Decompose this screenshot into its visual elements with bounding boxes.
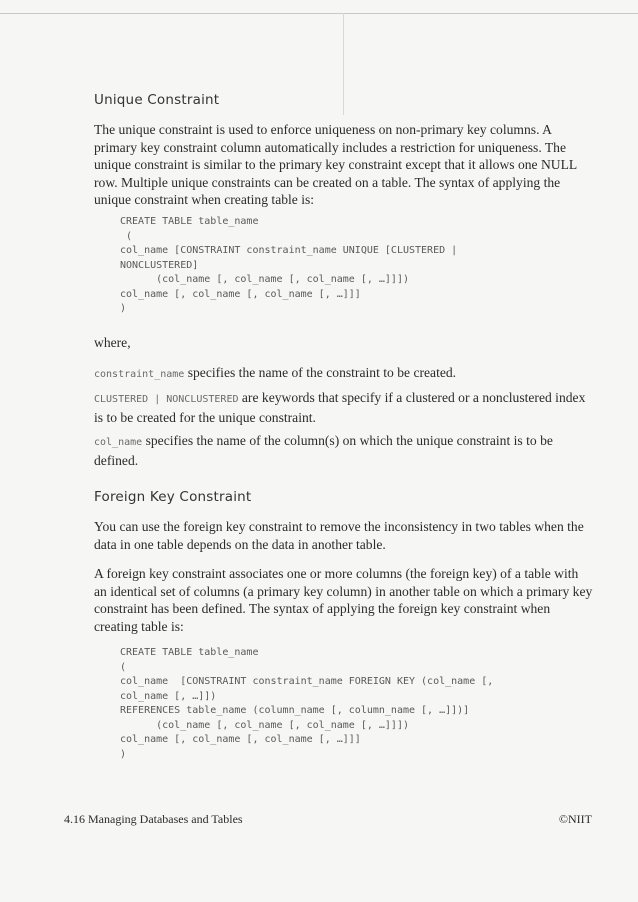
foreign-key-syntax-code: CREATE TABLE table_name ( col_name [CONSTRAINT constraint_name FOREIGN KEY (col_name [, col_name [, …]]) REFERENCES table_name (column_name [, column_name [, …]])] (col_name [, col_name [, col_name [, …]]]) col_name [, col_name [, col_name [, …]]] ) bbox=[120, 647, 494, 760]
definition-text: are keywords that specify if a clustered or a nonclustered index is to be created for the unique constraint. bbox=[94, 390, 586, 425]
unique-syntax-code: CREATE TABLE table_name ( col_name [CONSTRAINT constraint_name UNIQUE [CLUSTERED | NONCLUSTERED] (col_name [, col_name [, col_name [, …]]]) col_name [, col_name [, col_name [, …]]] ) bbox=[120, 216, 458, 314]
unique-intro-paragraph: The unique constraint is used to enforce uniqueness on non-primary key columns. A primary key constraint column automatically includes a restriction for uniqueness. The unique constraint is similar to the primary key constraint except that it allows one NULL row. Multiple unique constraints can be created on a table. The syntax of applying the unique constraint when creating table is: bbox=[94, 122, 577, 207]
definition-constraint-name bbox=[94, 364, 594, 384]
scan-fold-line bbox=[343, 13, 344, 115]
foreign-key-paragraph-1: You can use the foreign key constraint to remove the inconsistency in two tables when the data in one table depends on the data in another table. bbox=[94, 519, 584, 552]
where-label: where, bbox=[94, 335, 131, 350]
term-constraint-name: constraint_name bbox=[94, 369, 185, 380]
definition-col-name bbox=[94, 432, 594, 469]
footer-copyright: ©NIIT bbox=[558, 812, 592, 826]
term-col-name: col_name bbox=[94, 437, 143, 448]
scan-edge-line bbox=[0, 13, 638, 14]
definition-text: specifies the name of the column(s) on which the unique constraint is to be defined. bbox=[94, 433, 553, 468]
unique-constraint-heading: Unique Constraint bbox=[94, 92, 220, 108]
footer-page-title: 4.16 Managing Databases and Tables bbox=[64, 812, 243, 826]
foreign-key-paragraph-2: A foreign key constraint associates one or more columns (the foreign key) of a table with an identical set of columns (a primary key column) in another table on which a primary key constraint has been defined. The syntax of applying the foreign key constraint when creating table is: bbox=[94, 566, 593, 634]
definition-text: specifies the name of the constraint to be created. bbox=[184, 365, 457, 380]
term-clustered: CLUSTERED | NONCLUSTERED bbox=[94, 394, 239, 405]
definition-clustered bbox=[94, 389, 594, 426]
foreign-key-heading: Foreign Key Constraint bbox=[94, 489, 252, 505]
